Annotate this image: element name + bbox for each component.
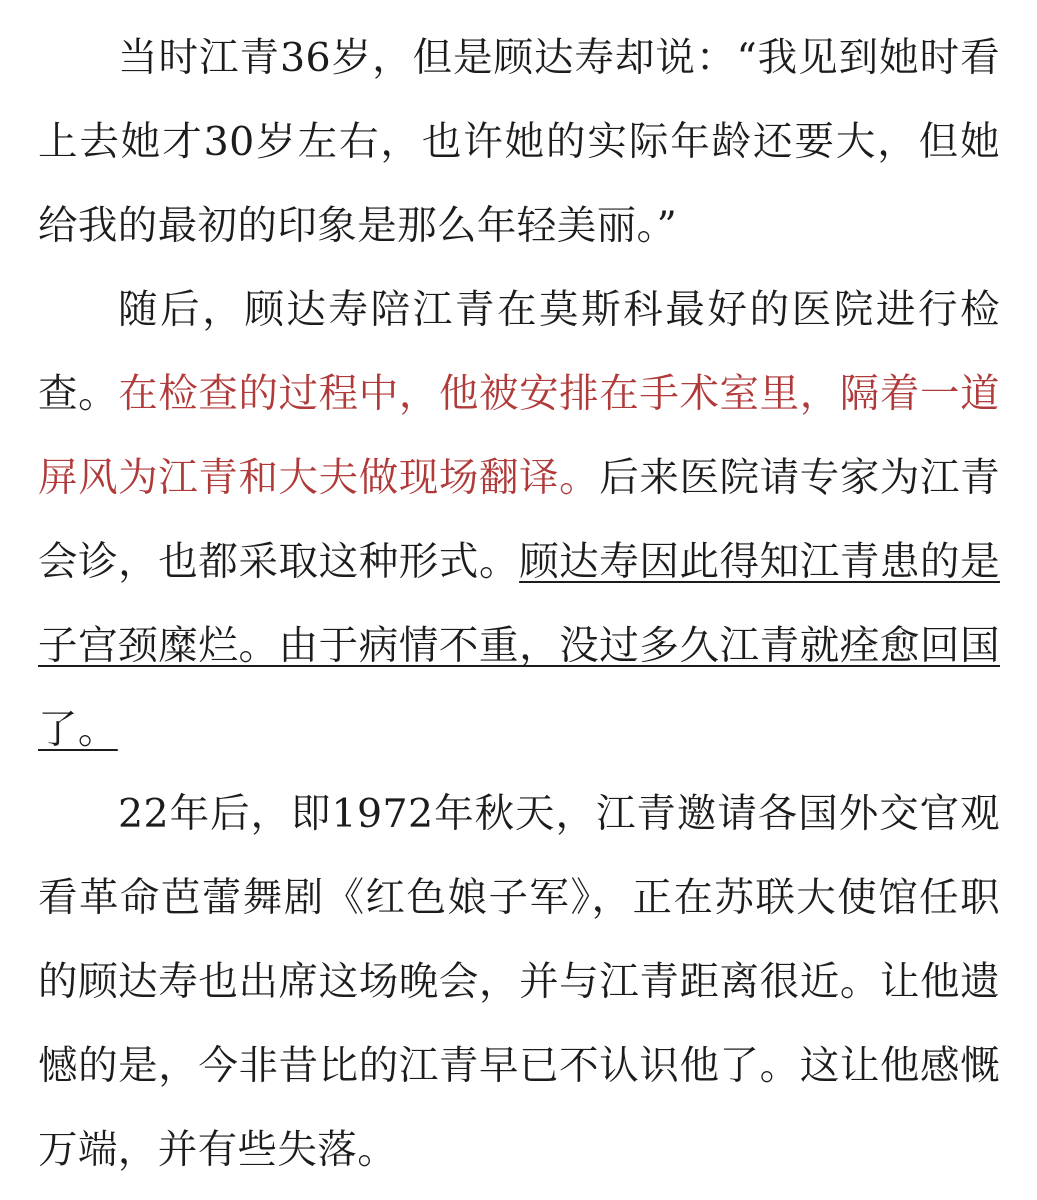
paragraph-1 — [38, 16, 1000, 268]
paragraph-2-text-plain-2: 后来医院请专家为江青会诊，也都采取这种形式。 — [38, 455, 1000, 585]
paragraph-3 — [38, 772, 1000, 1192]
paragraph-3-text: 22年后，即1972年秋天，江青邀请各国外交官观看革命芭蕾舞剧《红色娘子军》，正在苏联大使馆任职的顾达寿也出席这场晚会，并与江青距离很近。让他遗憾的是，今非昔比的江青早已不认识他了。这让他感慨万端，并有些失落。 — [38, 791, 1000, 1173]
paragraph-2-text-plain-1: 随后，顾达寿陪江青在莫斯科最好的医院进行检查。 — [38, 287, 1000, 417]
article-body — [38, 16, 1000, 1192]
paragraph-2-underlined-text: 顾达寿因此得知江青患的是子宫颈糜烂。由于病情不重，没过多久江青就痊愈回国了。 — [38, 539, 1000, 753]
paragraph-2-highlight-red: 在检查的过程中，他被安排在手术室里，隔着一道屏风为江青和大夫做现场翻译。 — [38, 371, 1000, 501]
paragraph-2 — [38, 268, 1000, 772]
paragraph-1-text: 当时江青36岁，但是顾达寿却说：“我见到她时看上去她才30岁左右，也许她的实际年龄还要大，但她给我的最初的印象是那么年轻美丽。” — [38, 35, 1000, 249]
